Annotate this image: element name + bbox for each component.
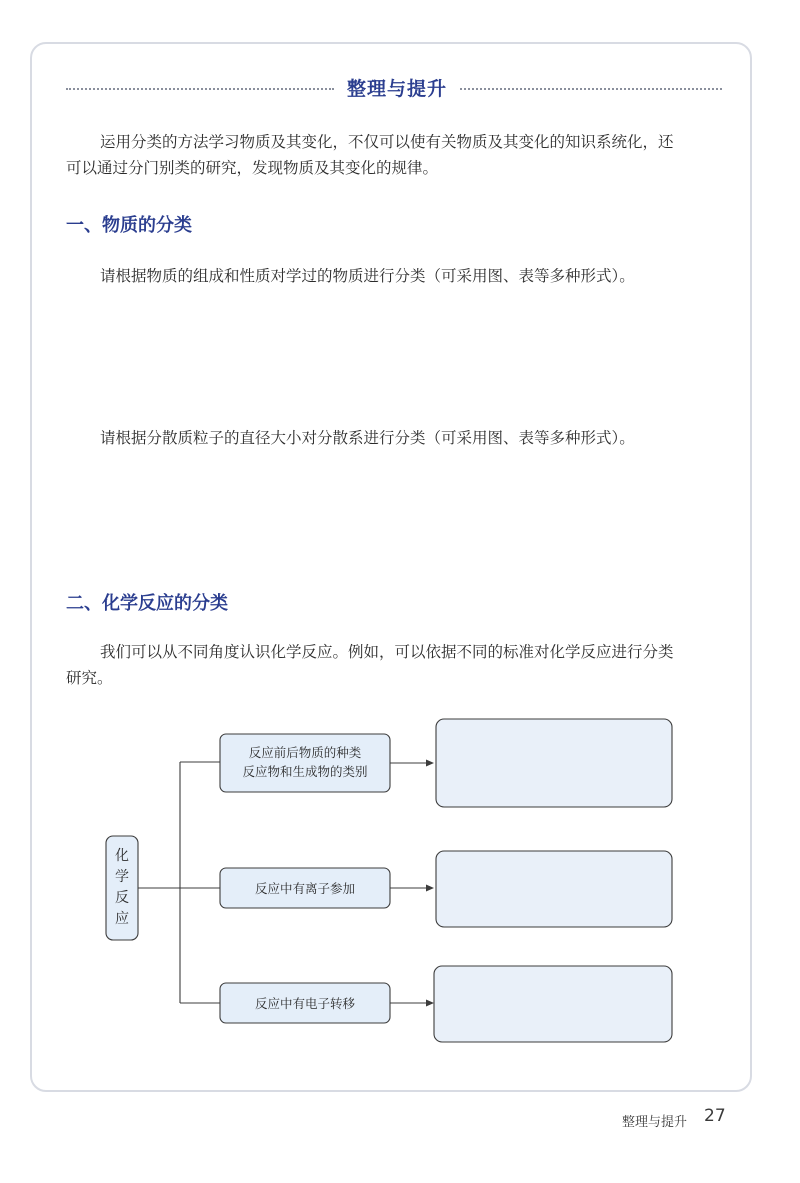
section-title-substance-classification: 一、物质的分类	[66, 215, 192, 236]
arrow-head-3	[426, 1000, 434, 1007]
branch-1-line-1: 反应前后物质的种类	[248, 745, 362, 760]
section-title-reaction-classification: 二、化学反应的分类	[66, 593, 228, 614]
answer-box-1	[436, 719, 672, 807]
root-char-2: 学	[115, 869, 129, 885]
branch-1-line-2: 反应物和生成物的类别	[242, 764, 368, 779]
footer-section-label: 整理与提升	[622, 1115, 688, 1130]
arrow-head-1	[426, 760, 434, 767]
root-char-3: 反	[115, 890, 129, 906]
root-char-4: 应	[115, 911, 129, 927]
section2-line-1: 我们可以从不同角度认识化学反应。例如，可以依据不同的标准对化学反应进行分类	[100, 643, 674, 661]
branch-3-line-1: 反应中有电子转移	[254, 996, 356, 1011]
section2-line-2: 研究。	[66, 669, 113, 687]
answer-box-3	[434, 966, 672, 1042]
branch-2-line-1: 反应中有离子参加	[254, 881, 356, 896]
answer-box-2	[436, 851, 672, 927]
root-char-1: 化	[115, 848, 129, 864]
prompt-dispersion-classification: 请根据分散质粒子的直径大小对分散系进行分类（可采用图、表等多种形式）。	[100, 429, 635, 447]
page-title: 整理与提升	[346, 78, 447, 100]
footer-page-number: 27	[704, 1106, 726, 1126]
arrow-head-2	[426, 885, 434, 892]
intro-line-2: 可以通过分门别类的研究，发现物质及其变化的规律。	[66, 159, 439, 177]
intro-line-1: 运用分类的方法学习物质及其变化，不仅可以使有关物质及其变化的知识系统化，还	[100, 133, 674, 151]
prompt-substance-classification: 请根据物质的组成和性质对学过的物质进行分类（可采用图、表等多种形式）。	[100, 267, 635, 285]
branch-node-1	[220, 734, 390, 792]
